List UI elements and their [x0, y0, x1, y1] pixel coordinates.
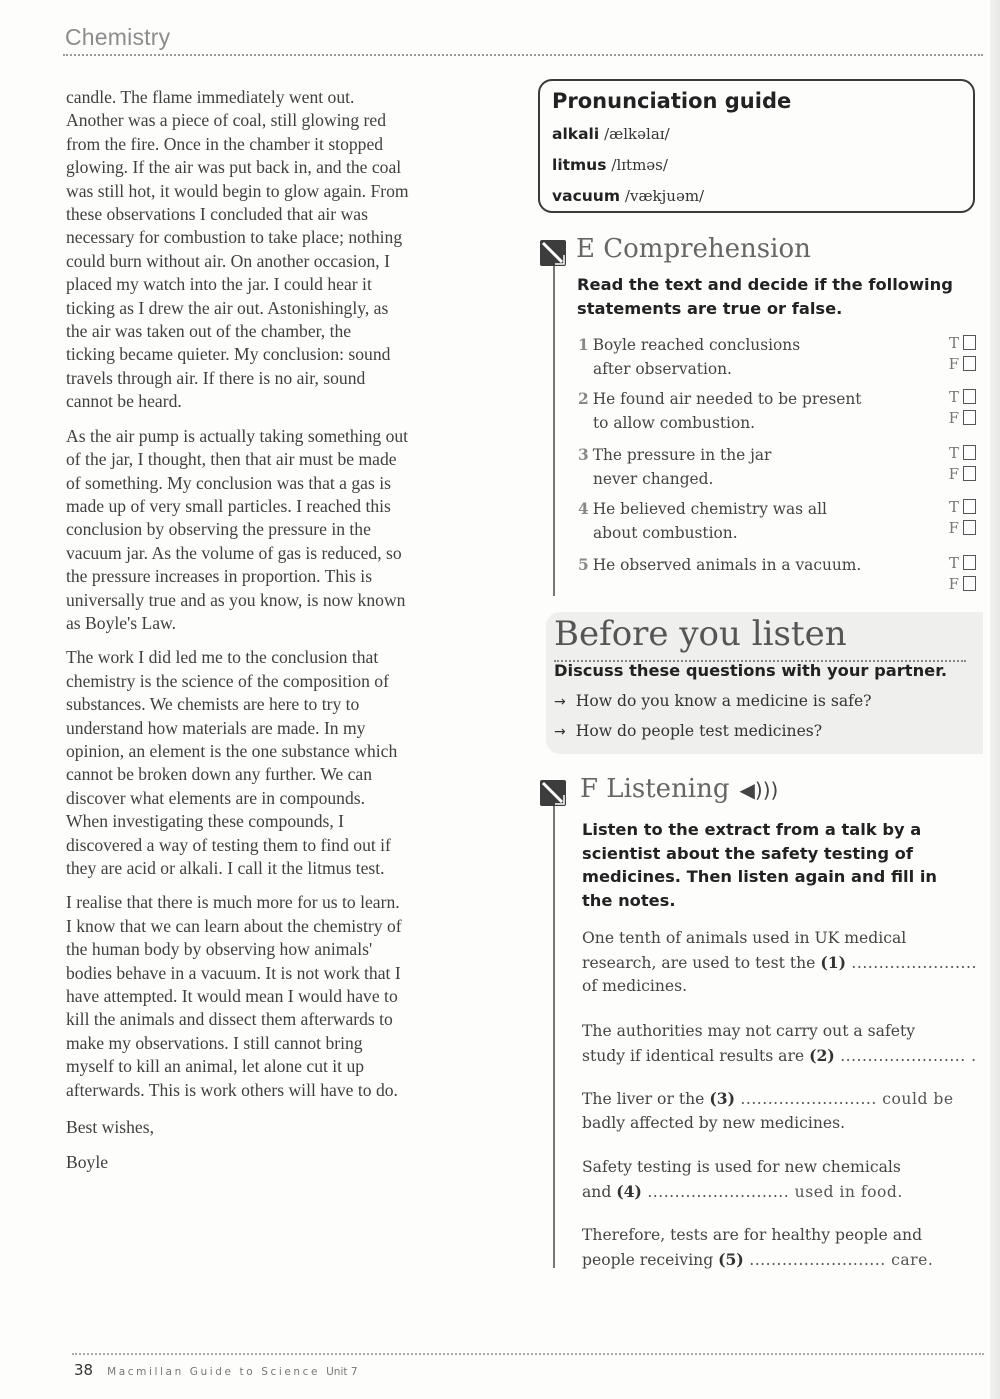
true-option[interactable]: [940, 496, 976, 517]
text-line: ticking became quieter. My conclusion: sound: [66, 344, 391, 365]
speaker-audio-icon[interactable]: ◀))): [739, 778, 779, 802]
text-line: I know that we can learn about the chemistry of: [66, 915, 402, 936]
section-vertical-rule: [553, 806, 555, 1268]
text-line: The work I did led me to the conclusion that: [66, 647, 379, 668]
text-line: understand how materials are made. In my: [66, 717, 366, 738]
question-text: He believed chemistry was all: [592, 500, 827, 518]
text-line: these observations I concluded that air was: [66, 204, 368, 225]
pronunciation-ipa: /lɪtməs/: [611, 156, 668, 174]
book-title: Macmillan Guide to Science: [107, 1366, 321, 1378]
text-line: kill the animals and dissect them afterwards to: [66, 1009, 393, 1030]
note-text: The liver or the: [582, 1090, 710, 1108]
true-option[interactable]: [940, 332, 976, 353]
false-option[interactable]: [940, 463, 976, 484]
text-line: cannot be heard.: [66, 391, 182, 412]
letter-paragraph-1: [66, 86, 511, 414]
note-text: badly affected by new medicines.: [582, 1113, 846, 1132]
question-number: 2: [578, 390, 589, 408]
text-line: cannot be broken down any further. We can: [66, 764, 373, 785]
false-checkbox[interactable]: [963, 356, 976, 371]
text-line: they are acid or alkali. I call it the litmus test.: [66, 858, 385, 878]
instruction-line: scientist about the safety testing of: [582, 843, 913, 863]
text-line: as Boyle's Law.: [66, 612, 177, 633]
text-line: travels through air. If there is no air, sound: [66, 367, 366, 388]
pronunciation-word: vacuum: [552, 187, 620, 205]
true-label: T: [948, 333, 959, 352]
letter-signoff: Best wishes,: [66, 1117, 154, 1138]
pronunciation-entry: [552, 119, 961, 150]
text-line: the pressure increases in proportion. This is: [66, 566, 373, 587]
question-text: to allow combustion.: [593, 414, 756, 432]
instruction-line: statements are true or false.: [577, 298, 843, 318]
false-checkbox[interactable]: [963, 520, 976, 535]
text-line: have attempted. It would mean I would have to: [66, 986, 398, 1007]
text-line: necessary for combustion to take place; nothing: [66, 227, 403, 248]
question-text: The pressure in the jar: [592, 446, 772, 464]
letter-paragraph-2: [66, 425, 511, 636]
comprehension-section: [540, 234, 976, 610]
discussion-question: [554, 722, 822, 740]
text-line: the human body by observing how animals': [66, 939, 373, 960]
instruction-line: medicines. Then listen again and fill in: [582, 867, 938, 886]
instruction-line: the notes.: [582, 890, 676, 910]
tf-question-5: [578, 553, 976, 593]
false-option[interactable]: [940, 407, 976, 428]
true-label: T: [948, 387, 959, 406]
instruction-line: Read the text and decide if the following: [577, 275, 953, 294]
text-line: of something. My conclusion was that a gas is: [66, 472, 391, 493]
tf-question-1: [578, 333, 976, 381]
question-number: 1: [578, 336, 589, 354]
listening-instructions: [582, 818, 937, 912]
true-checkbox[interactable]: [963, 555, 976, 570]
tf-question-3: [578, 443, 976, 491]
before-you-listen-title: Before you listen: [554, 614, 847, 654]
text-line: As the air pump is actually taking something out: [66, 425, 409, 446]
true-label: T: [948, 497, 959, 516]
true-option[interactable]: [940, 386, 976, 407]
unit-label: Unit 7: [326, 1366, 358, 1378]
letter-signature: Boyle: [66, 1152, 109, 1173]
listening-title-text: F Listening: [580, 774, 730, 804]
note-text: The authorities may not carry out a safety: [582, 1022, 916, 1040]
true-checkbox[interactable]: [963, 335, 976, 350]
listening-section: [540, 774, 980, 1280]
text-line: make my observations. I still cannot bring: [66, 1032, 363, 1053]
text-line: of the jar, I thought, then that air must be made: [66, 449, 397, 470]
text-line: vacuum jar. As the volume of gas is reduced, so: [66, 542, 402, 563]
note-text: Safety testing is used for new chemicals: [582, 1158, 901, 1176]
text-line: made up of very small particles. I reached this: [66, 495, 391, 516]
pronunciation-word: litmus: [552, 156, 607, 174]
question-text: about combustion.: [593, 524, 738, 542]
before-you-listen-box: [546, 612, 983, 754]
pronunciation-guide-box: [538, 79, 975, 213]
comprehension-instructions: [577, 273, 953, 320]
false-option[interactable]: [940, 517, 976, 538]
question-text: How do you know a medicine is safe?: [575, 692, 872, 710]
gap-number: (1): [820, 952, 846, 972]
false-checkbox[interactable]: [963, 466, 976, 481]
instruction-line: Listen to the extract from a talk by a: [582, 820, 922, 839]
note-text: people receiving: [582, 1250, 719, 1269]
false-checkbox[interactable]: [963, 576, 976, 591]
false-label: F: [948, 518, 959, 537]
text-line: glowing. If the air was put back in, and the coal: [66, 157, 402, 178]
text-line: could burn without air. On another occasion, I: [66, 250, 390, 271]
text-line: substances. We chemists are here to try to: [66, 694, 360, 715]
listening-title: [580, 774, 778, 804]
note-text: Therefore, tests are for healthy people and: [582, 1226, 923, 1244]
question-text: He observed animals in a vacuum.: [592, 556, 862, 574]
discussion-question: [554, 692, 872, 710]
header-dotted-rule: [63, 54, 983, 56]
false-label: F: [948, 574, 959, 593]
true-label: T: [948, 553, 959, 572]
question-number: 3: [578, 446, 589, 464]
text-line: chemistry is the science of the composition of: [66, 670, 389, 691]
footer-dotted-rule: [72, 1353, 984, 1355]
gap-number: (2): [809, 1045, 835, 1065]
text-line: When investigating these compounds, I: [66, 811, 345, 832]
true-checkbox[interactable]: [963, 445, 976, 460]
true-label: T: [948, 443, 959, 462]
text-line: ticking as I drew the air out. Astonishingly, as: [66, 297, 389, 318]
pronunciation-entry: [552, 181, 961, 212]
pronunciation-ipa: /vækjuəm/: [624, 187, 705, 205]
pronunciation-word: alkali: [552, 125, 600, 143]
pronunciation-guide-title: Pronunciation guide: [552, 89, 792, 113]
text-line: I realise that there is much more for us to learn.: [66, 892, 400, 913]
letter-paragraph-4: [66, 891, 511, 1102]
question-text: after observation.: [593, 360, 732, 378]
false-checkbox[interactable]: [963, 410, 976, 425]
gap-blank[interactable]: .......................: [845, 953, 977, 972]
text-line: the air was taken out of the chamber, the: [66, 321, 352, 342]
note-5: [582, 1224, 982, 1272]
arrow-right-icon: →: [554, 724, 566, 740]
note-text: of medicines.: [582, 977, 688, 995]
question-number: 4: [578, 500, 589, 518]
page-number: 38: [74, 1361, 94, 1379]
section-marker-icon: [540, 780, 566, 806]
false-label: F: [948, 408, 959, 427]
chapter-header: Chemistry: [65, 24, 171, 50]
false-label: F: [948, 464, 959, 483]
gap-blank[interactable]: ....................... .: [834, 1046, 977, 1065]
note-text: One tenth of animals used in UK medical: [582, 929, 907, 947]
pronunciation-ipa: /ælkəlaɪ/: [604, 125, 670, 143]
letter-body: [66, 86, 511, 1186]
gap-blank[interactable]: .......................... used in food.: [641, 1182, 903, 1201]
note-4: [582, 1156, 982, 1204]
text-line: bodies behave in a vacuum. It is not work that I: [66, 962, 401, 983]
gap-number: (4): [616, 1181, 642, 1201]
gap-blank[interactable]: ......................... could be: [734, 1090, 954, 1108]
note-3: [582, 1087, 982, 1135]
pronunciation-entry: [552, 150, 961, 181]
before-you-listen-instructions: Discuss these questions with your partner.: [554, 661, 948, 680]
text-line: placed my watch into the jar. I could hear it: [66, 274, 372, 295]
gap-blank[interactable]: ......................... care.: [743, 1250, 934, 1269]
true-option[interactable]: [940, 552, 976, 573]
page-edge-shadow: [990, 0, 1000, 1399]
true-option[interactable]: [940, 442, 976, 463]
page-footer: [74, 1360, 358, 1379]
note-text: research, are used to test the: [582, 953, 821, 972]
question-number: 5: [578, 556, 589, 574]
letter-paragraph-3: [66, 646, 511, 880]
comprehension-title: E Comprehension: [576, 234, 811, 264]
true-checkbox[interactable]: [963, 499, 976, 514]
text-line: candle. The flame immediately went out.: [66, 87, 355, 107]
note-2: [582, 1020, 982, 1068]
text-line: conclusion by observing the pressure in the: [66, 519, 371, 540]
question-text: How do people test medicines?: [575, 722, 823, 740]
section-vertical-rule: [553, 266, 555, 596]
question-text: Boyle reached conclusions: [592, 336, 801, 354]
note-1: [582, 927, 982, 999]
true-checkbox[interactable]: [963, 389, 976, 404]
false-option[interactable]: [940, 353, 976, 374]
text-line: Another was a piece of coal, still glowing red: [66, 110, 387, 131]
question-text: He found air needed to be present: [592, 390, 862, 408]
text-line: myself to kill an animal, let alone cut it up: [66, 1056, 365, 1077]
gap-number: (3): [709, 1089, 735, 1108]
arrow-right-icon: →: [554, 694, 566, 710]
note-text: study if identical results are: [582, 1046, 810, 1065]
text-line: universally true and as you know, is now known: [66, 589, 406, 610]
text-line: discover what elements are in compounds.: [66, 787, 366, 808]
text-line: afterwards. This is work others will have to do.: [66, 1079, 398, 1100]
tf-question-2: [578, 387, 976, 435]
section-marker-icon: [540, 240, 566, 266]
false-option[interactable]: [940, 573, 976, 594]
text-line: discovered a way of testing them to find out if: [66, 834, 391, 855]
question-text: never changed.: [593, 470, 714, 488]
note-text: and: [582, 1182, 617, 1201]
tf-question-4: [578, 497, 976, 545]
text-line: was still hot, it would begin to glow again. From: [66, 180, 409, 201]
text-line: from the fire. Once in the chamber it stopped: [66, 133, 384, 154]
gap-number: (5): [718, 1249, 744, 1269]
text-line: opinion, an element is the one substance which: [66, 740, 398, 761]
false-label: F: [948, 354, 959, 373]
